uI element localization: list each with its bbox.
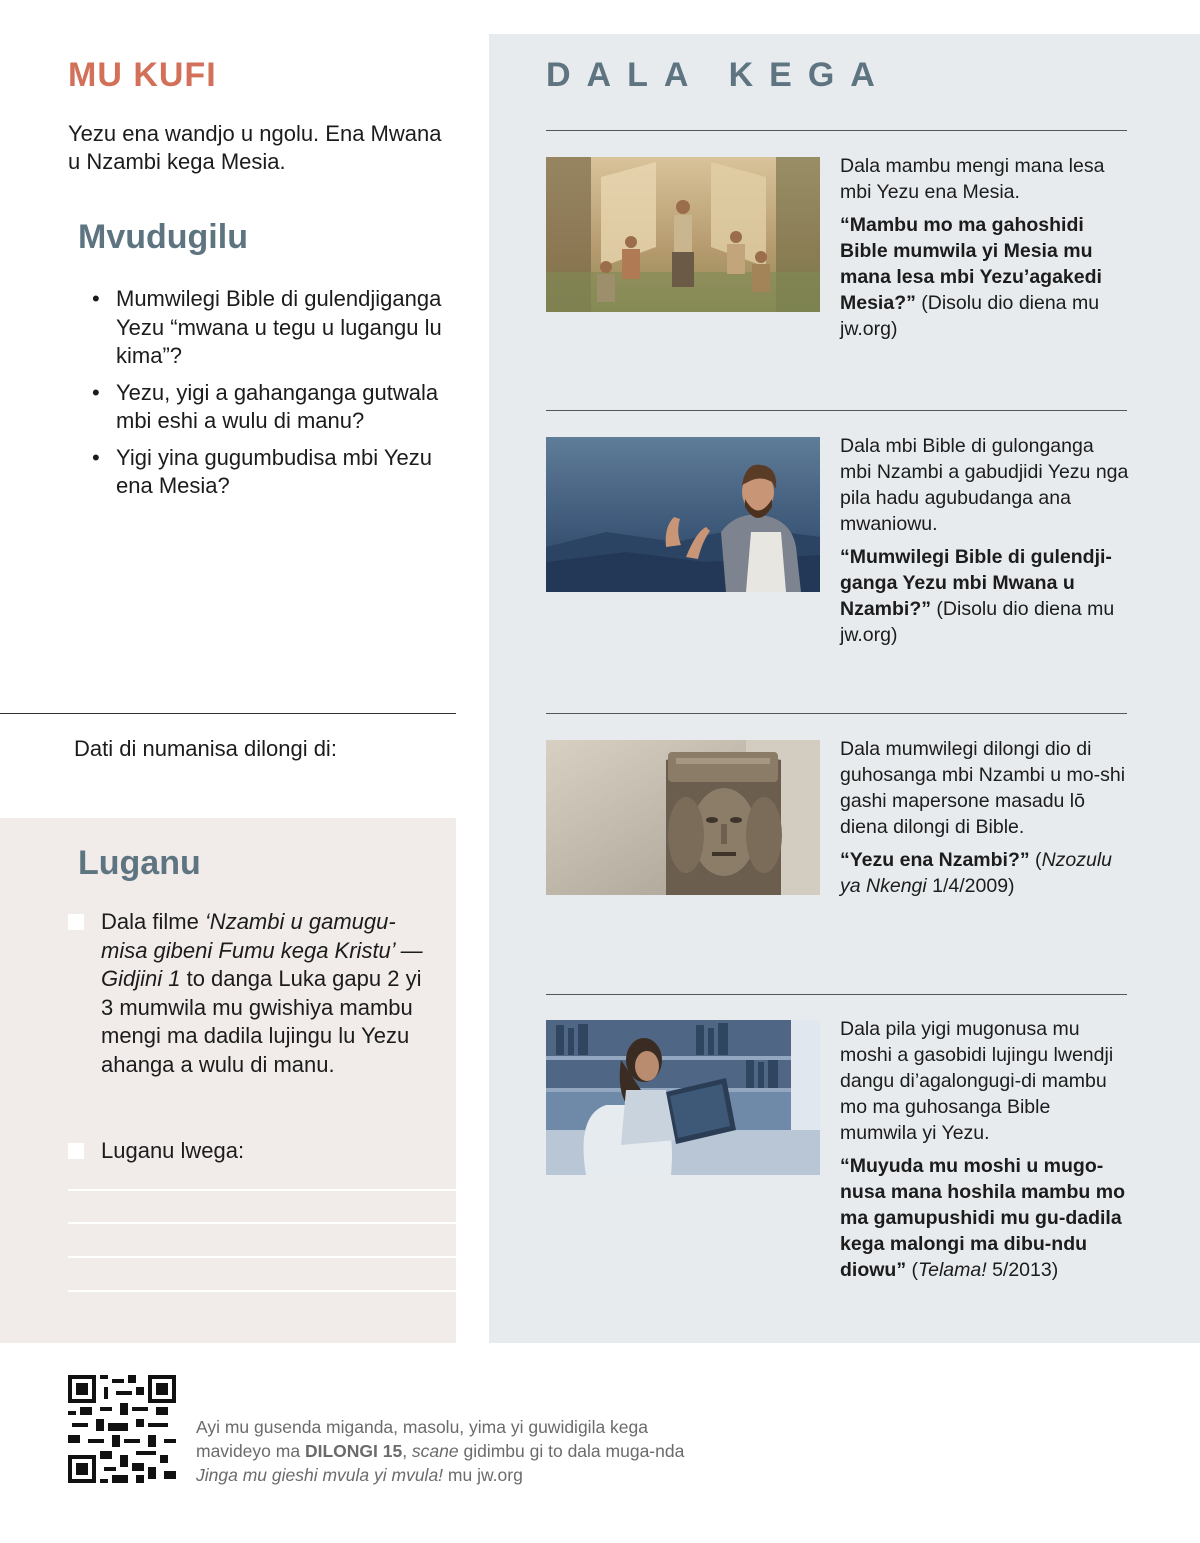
article-source: (Disolu dio diena mu jw.org) xyxy=(840,598,1115,646)
section-divider xyxy=(546,410,1127,411)
footer-text-part: Ayi mu gusenda miganda, masolu, yima yi guwidigila kega mavideyo ma xyxy=(196,1417,649,1461)
explore-item-reference[interactable] xyxy=(840,1155,1125,1281)
footer-text-part: gidimbu gi to dala muga-nda xyxy=(458,1441,685,1461)
review-title: Mvudugilu xyxy=(78,218,248,256)
explore-item-lead: Dala pila yigi mugonusa mu moshi a gasobidi lujingu lwendji dangu di’agalongugi-di mambu mo ma guhosanga Bible mumwila yi Yezu. xyxy=(840,1018,1114,1144)
section-divider xyxy=(0,713,456,714)
summary-title: MU KUFI xyxy=(68,56,217,94)
explore-item-description xyxy=(840,433,1130,648)
explore-item-description xyxy=(840,153,1130,342)
goal-text-end: to danga Luka gapu 2 yi 3 mumwila mu gwishiya mambu mengi ma dadila lujingu lu Yezu ahanga a wulu di manu. xyxy=(101,966,422,1077)
goal-checkbox[interactable] xyxy=(68,1143,84,1159)
goal-checkbox[interactable] xyxy=(68,914,84,930)
goal-text xyxy=(101,908,428,1079)
explore-item-reference[interactable] xyxy=(840,546,1114,646)
date-completed-label: Dati di numanisa dilongi di: xyxy=(74,736,337,761)
publication-title: Jinga mu gieshi mvula yi mvula! xyxy=(196,1465,444,1485)
section-divider xyxy=(546,713,1127,714)
jesus-praying-image[interactable] xyxy=(546,437,820,592)
review-question: • Yigi yina gugumbudisa mbi Yezu ena Mesia? xyxy=(92,444,472,501)
explore-item-description xyxy=(840,1016,1130,1283)
write-line[interactable] xyxy=(68,1189,456,1191)
jesus-entering-jerusalem-image[interactable] xyxy=(546,157,820,312)
article-title: “Muyuda mu moshi u mugo-nusa mana hoshila mambu mo ma gamupushidi mu gu-dadila kega malongi ma dibu-ndu diowu” xyxy=(840,1155,1125,1281)
goal-item-film xyxy=(68,908,428,1079)
write-line[interactable] xyxy=(68,1290,456,1292)
goals-panel xyxy=(0,818,456,1343)
explore-item-lead: Dala mambu mengi mana lesa mbi Yezu ena Mesia. xyxy=(840,155,1105,203)
explore-item-reference[interactable] xyxy=(840,849,1112,897)
custom-goal-label: Luganu lwega: xyxy=(101,1138,245,1163)
goals-title: Luganu xyxy=(78,844,201,882)
magazine-title: Nzozulu ya Nkengi xyxy=(840,849,1113,897)
section-divider xyxy=(546,130,1127,131)
explore-item-reference[interactable] xyxy=(840,214,1102,340)
article-source: (Disolu dio diena mu jw.org) xyxy=(840,292,1100,340)
magazine-title: Telama! xyxy=(918,1259,987,1281)
article-title: “Yezu ena Nzambi?” xyxy=(840,849,1030,871)
article-source-open: ( xyxy=(906,1259,918,1281)
article-title: “Mambu mo ma gahoshidi Bible mumwila yi Mesia mu mana lesa mbi Yezu’agakedi Mesia?” xyxy=(840,214,1102,314)
explore-item-description xyxy=(840,736,1130,899)
review-question: • Yezu, yigi a gahanganga gutwala mbi eshi a wulu di manu? xyxy=(92,379,472,436)
footer-text xyxy=(196,1415,696,1487)
review-question: • Mumwilegi Bible di gulendjiganga Yezu “mwana u tegu u lugangu lu kima”? xyxy=(92,285,472,371)
woman-reading-image[interactable] xyxy=(546,1020,820,1175)
explore-title: DALA KEGA xyxy=(546,56,891,94)
section-divider xyxy=(546,994,1127,995)
footer-text-part: mu jw.org xyxy=(443,1465,523,1485)
write-line[interactable] xyxy=(68,1256,456,1258)
explore-item-lead: Dala mbi Bible di gulonganga mbi Nzambi a gabudjidi Yezu nga pila hadu agubudanga ana mwaniowu. xyxy=(840,435,1129,535)
lesson-number: DILONGI 15 xyxy=(304,1441,403,1461)
film-title: ‘Nzambi u gamugu-misa gibeni Fumu kega Kristu’ —Gidjini 1 xyxy=(101,909,423,991)
review-question-list xyxy=(92,285,472,509)
article-issue: 1/4/2009) xyxy=(926,875,1015,897)
article-source-open: ( xyxy=(1029,849,1042,871)
goal-text-start: Dala filme xyxy=(101,909,205,934)
summary-text: Yezu ena wandjo u ngolu. Ena Mwana u Nzambi kega Mesia. xyxy=(68,121,442,174)
goal-item-custom xyxy=(68,1137,428,1166)
write-line[interactable] xyxy=(68,1222,456,1224)
footer-text-part: , xyxy=(402,1441,412,1461)
explore-item-lead: Dala mumwilegi dilongi dio di guhosanga mbi Nzambi u mo-shi gashi mapersone masadu lō diena dilongi di Bible. xyxy=(840,738,1126,838)
article-title: “Mumwilegi Bible di gulendji-ganga Yezu mbi Mwana u Nzambi?” xyxy=(840,546,1112,620)
three-faced-statue-image[interactable] xyxy=(546,740,820,895)
article-issue: 5/2013) xyxy=(986,1259,1059,1281)
qr-code-icon[interactable] xyxy=(68,1375,176,1483)
scan-word: scane xyxy=(411,1441,459,1461)
